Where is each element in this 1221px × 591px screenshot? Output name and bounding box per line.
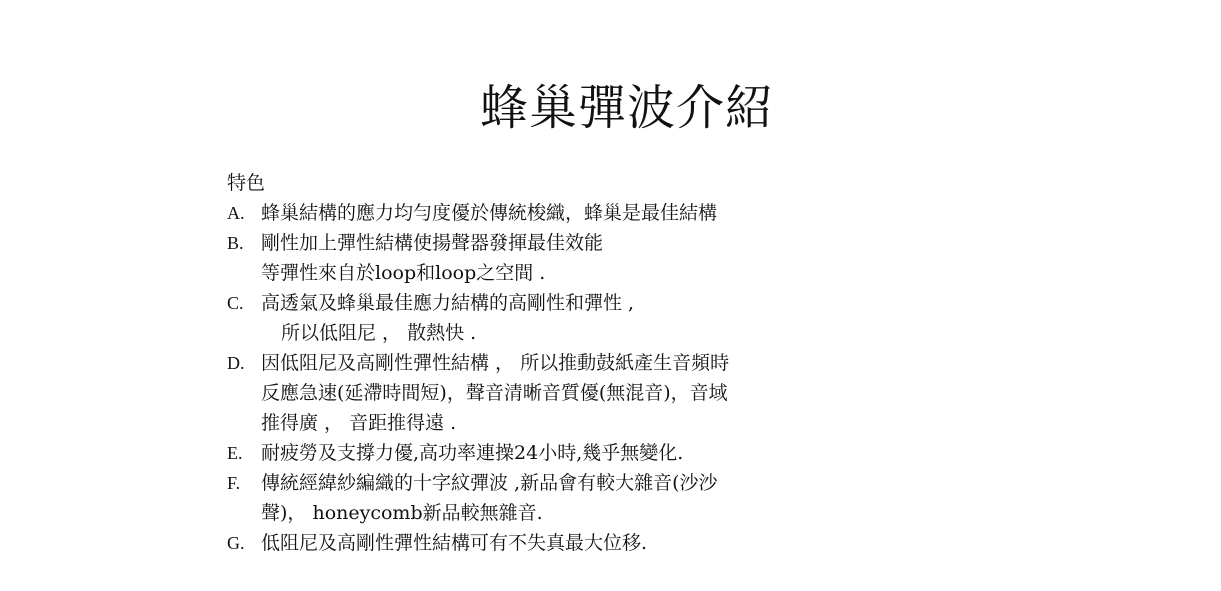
list-item-text: 因低阻尼及高剛性彈性結構 ， 所以推動鼓紙產生音頻時 [261, 352, 730, 374]
list-item-text: 耐疲勞及支撐力優,高功率連操24小時,幾乎無變化. [261, 442, 684, 464]
list-marker: B. [227, 233, 244, 253]
list-item-g [227, 528, 947, 558]
list-item-text: 低阻尼及高剛性彈性結構可有不失真最大位移. [261, 532, 648, 554]
list-item-text: 聲)， honeycomb新品較無雜音. [261, 502, 543, 524]
list-marker: F. [227, 473, 241, 493]
list-item-f [227, 468, 947, 528]
list-item-text: 所以低阻尼 ， 散熱快 . [281, 322, 477, 344]
list-item-a [227, 198, 947, 228]
list-item-b [227, 228, 947, 288]
list-item-text: 剛性加上彈性結構使揚聲器發揮最佳效能 [261, 232, 604, 254]
list-marker: D. [227, 353, 245, 373]
list-item-e [227, 438, 947, 468]
list-marker: E. [227, 443, 243, 463]
list-item-text: 蜂巢結構的應力均勻度優於傳統梭織，蜂巢是最佳結構 [261, 202, 718, 224]
list-item-text: 等彈性來自於loop和loop之空間 . [261, 262, 546, 284]
list-marker: C. [227, 293, 244, 313]
list-item-c [227, 288, 947, 348]
list-item-text: 高透氣及蜂巢最佳應力結構的高剛性和彈性 , [261, 292, 635, 314]
features-section [227, 168, 947, 558]
section-heading: 特色 [227, 172, 266, 194]
list-marker: G. [227, 533, 245, 553]
list-marker: A. [227, 203, 245, 223]
list-item-text: 傳統經緯紗編織的十字紋彈波 ,新品會有較大雜音(沙沙 [261, 472, 718, 494]
page-title: 蜂巢彈波介紹 [480, 80, 775, 136]
list-item-text: 推得廣 ， 音距推得遠 . [261, 412, 457, 434]
list-item-d [227, 348, 947, 438]
list-item-text: 反應急速(延滯時間短)，聲音清晰音質優(無混音)，音域 [261, 382, 728, 404]
